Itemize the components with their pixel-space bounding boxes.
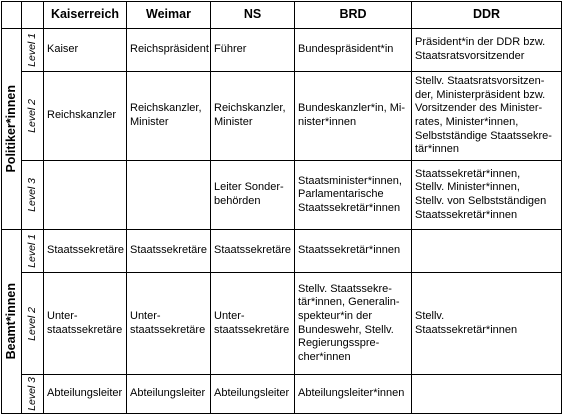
table-cell bbox=[412, 375, 562, 414]
table-cell: Stellv. Staatssekre- tär*innen, Generalin- spekteur*in der Bundeswehr, Stellv. Regierungsspre- cher*innen bbox=[295, 273, 412, 375]
group-label-beamte bbox=[2, 230, 22, 414]
level-label bbox=[22, 161, 44, 230]
table-cell: Reichskanzler, Minister bbox=[211, 72, 295, 161]
table-row bbox=[2, 273, 562, 375]
column-header-kaiserreich: Kaiserreich bbox=[44, 2, 127, 29]
table-cell: Leiter Sonder- behörden bbox=[211, 161, 295, 230]
table-cell: Abteilungsleiter bbox=[44, 375, 127, 414]
table-cell: Unter- staatssekretäre bbox=[127, 273, 211, 375]
column-header-ns: NS bbox=[211, 2, 295, 29]
table-cell: Staatssekretär*innen bbox=[295, 230, 412, 273]
column-header-weimar: Weimar bbox=[127, 2, 211, 29]
corner-cell bbox=[2, 2, 22, 29]
column-header-ddr: DDR bbox=[412, 2, 562, 29]
table-cell bbox=[44, 161, 127, 230]
table-row bbox=[2, 161, 562, 230]
table-row bbox=[2, 230, 562, 273]
table-cell: Unter- staatssekretäre bbox=[44, 273, 127, 375]
corner-cell bbox=[22, 2, 44, 29]
comparison-table bbox=[1, 1, 562, 414]
level-label-text: Level 1 bbox=[25, 234, 38, 268]
table-cell bbox=[127, 161, 211, 230]
table-cell: Stellv. Staatssekretär*innen bbox=[412, 273, 562, 375]
level-label bbox=[22, 29, 44, 72]
table-cell: Staatssekretäre bbox=[127, 230, 211, 273]
table-cell: Präsident*in der DDR bzw. Staatsratsvorsitzender bbox=[412, 29, 562, 72]
column-header-brd: BRD bbox=[295, 2, 412, 29]
level-label bbox=[22, 375, 44, 414]
table-cell: Staatssekretär*innen, Stellv. Minister*innen, Stellv. von Selbstständigen Staatssekretär*innen bbox=[412, 161, 562, 230]
table-cell: Bundeskanzler*in, Mi- nister*innen bbox=[295, 72, 412, 161]
group-label-politiker bbox=[2, 29, 22, 230]
level-label bbox=[22, 230, 44, 273]
group-label-text: Beamt*innen bbox=[3, 283, 18, 360]
level-label-text: Level 1 bbox=[25, 33, 38, 67]
table-cell: Abteilungsleiter bbox=[127, 375, 211, 414]
level-label-text: Level 2 bbox=[25, 99, 38, 133]
table-cell: Abteilungsleiter bbox=[211, 375, 295, 414]
group-label-text: Politiker*innen bbox=[3, 85, 18, 173]
table-cell: Bundespräsident*in bbox=[295, 29, 412, 72]
table-cell: Unter- staatssekretäre bbox=[211, 273, 295, 375]
table-cell: Staatssekretäre bbox=[44, 230, 127, 273]
table-row bbox=[2, 29, 562, 72]
level-label bbox=[22, 273, 44, 375]
table-row bbox=[2, 375, 562, 414]
level-label bbox=[22, 72, 44, 161]
level-label-text: Level 3 bbox=[25, 377, 38, 411]
header-row bbox=[2, 2, 562, 29]
table-cell: Kaiser bbox=[44, 29, 127, 72]
table-cell: Reichspräsident bbox=[127, 29, 211, 72]
table-cell: Reichskanzler, Minister bbox=[127, 72, 211, 161]
table-cell bbox=[412, 230, 562, 273]
level-label-text: Level 3 bbox=[25, 178, 38, 212]
table-cell: Reichskanzler bbox=[44, 72, 127, 161]
level-label-text: Level 2 bbox=[25, 306, 38, 341]
table-cell: Führer bbox=[211, 29, 295, 72]
table-row bbox=[2, 72, 562, 161]
table-cell: Abteilungsleiter*innen bbox=[295, 375, 412, 414]
table-cell: Staatsminister*innen, Parlamentarische Staatssekretär*innen bbox=[295, 161, 412, 230]
table-cell: Stellv. Staatsratsvorsitzen- der, Ministerpräsident bzw. Vorsitzender des Minister- rates, Minister*innen, Selbstständige Staatssekre- tär*innen bbox=[412, 72, 562, 161]
table-cell: Staatssekretäre bbox=[211, 230, 295, 273]
